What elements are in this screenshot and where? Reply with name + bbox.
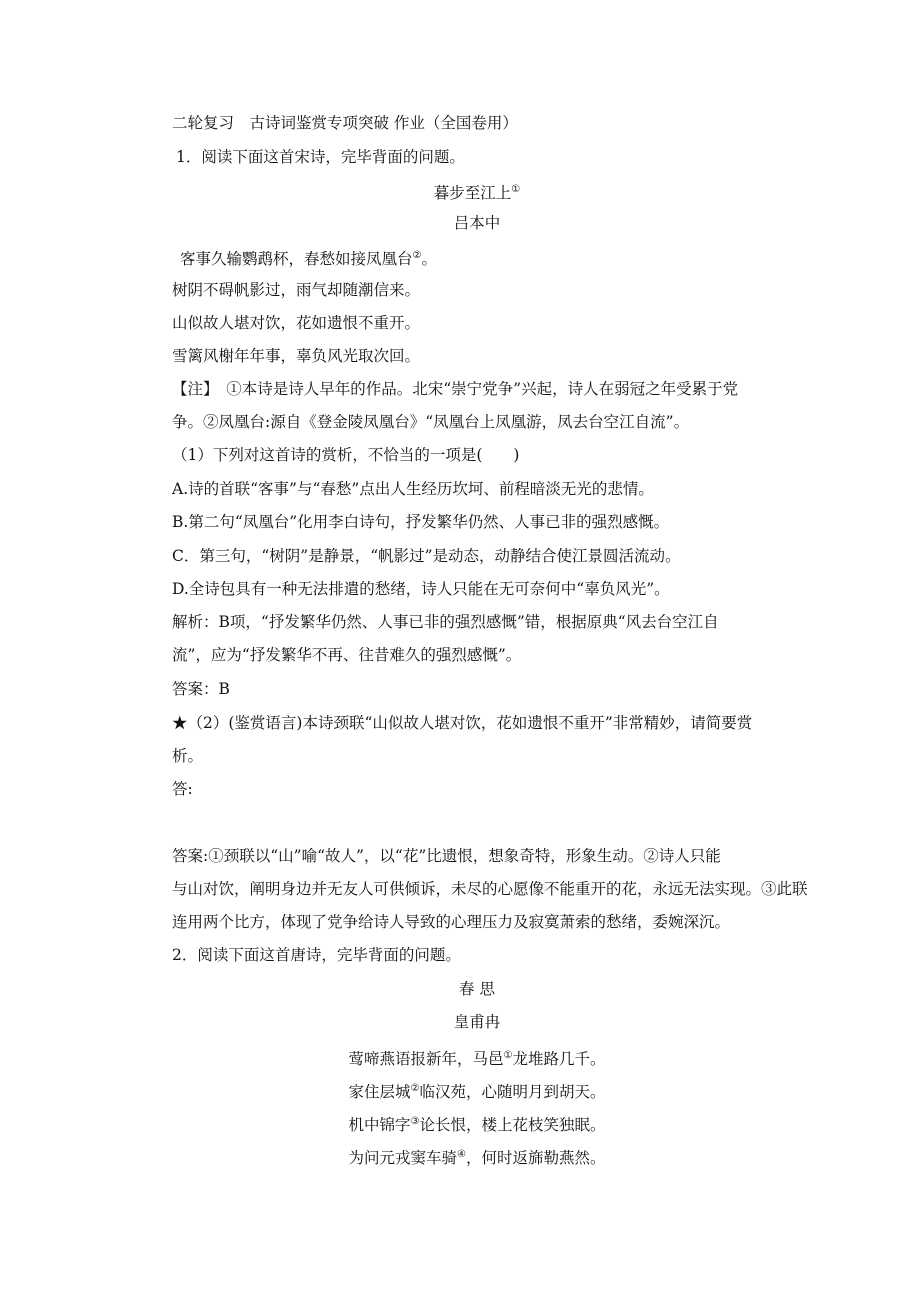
poem-1-line: 山似故人堪对饮，花如遗恨不重开。 bbox=[172, 314, 421, 332]
footnote-marker: ② bbox=[412, 250, 422, 261]
line-text: 家住层城 bbox=[348, 1083, 411, 1101]
option-d: D.全诗包具有一种无法排遣的愁绪，诗人只能在无可奈何中“辜负风光”。 bbox=[172, 580, 670, 598]
analysis-line: 解析：B项，“抒发繁华仍然、人事已非的强烈感慨”错，根据原典“风去台空江自 bbox=[172, 613, 719, 631]
question-1-intro: 1．阅读下面这首宋诗，完毕背面的问题。 bbox=[176, 148, 465, 166]
poem-2-title: 春 思 bbox=[459, 980, 495, 998]
answer-2-line: 答案:①颈联以“山”喻“故人”，以“花”比遗恨，想象奇特，形象生动。②诗人只能 bbox=[172, 847, 721, 865]
poem-1-line bbox=[180, 246, 437, 269]
poem-1-title bbox=[172, 180, 782, 203]
poem-1-line: 雪篱风榭年年事，辜负风光取次回。 bbox=[172, 347, 421, 365]
footnote-marker: ① bbox=[503, 1050, 513, 1061]
option-a: A.诗的首联“客事”与“春愁”点出人生经历坎坷、前程暗淡无光的悲情。 bbox=[172, 480, 654, 498]
notes-line: 【注】 ①本诗是诗人早年的作品。北宋“崇宁党争”兴起，诗人在弱冠之年受累于党 bbox=[172, 380, 739, 398]
sub-question-1: （1）下列对这首诗的赏析，不恰当的一项是( ) bbox=[172, 446, 520, 464]
answer-1: 答案：B bbox=[172, 680, 230, 698]
line-text: 为问元戎窦车骑 bbox=[348, 1149, 458, 1167]
sub-question-2: 析。 bbox=[172, 747, 204, 765]
poem-2-author: 皇甫冉 bbox=[453, 1013, 501, 1031]
line-text: 论长恨，楼上花枝笑独眠。 bbox=[419, 1116, 606, 1134]
footnote-marker: ① bbox=[511, 184, 521, 195]
poem-2-line bbox=[172, 1079, 782, 1102]
poem-title-text: 暮步至江上 bbox=[433, 184, 512, 202]
notes-line: 争。②凤凰台:源自《登金陵凤凰台》“凤凰台上凤凰游，凤去台空江自流”。 bbox=[172, 413, 690, 431]
poem-1-line: 树阴不碍帆影过，雨气却随潮信来。 bbox=[172, 281, 421, 299]
line-text: 机中锦字 bbox=[348, 1116, 411, 1134]
footnote-marker: ④ bbox=[457, 1149, 466, 1160]
reply-label: 答: bbox=[172, 780, 193, 798]
document-header: 二轮复习 古诗词鉴赏专项突破 作业（全国卷用） bbox=[172, 114, 518, 132]
line-text: 临汉苑，心随明月到胡天。 bbox=[419, 1083, 606, 1101]
option-b: B.第二句“凤凰台”化用李白诗句，抒发繁华仍然、人事已非的强烈感慨。 bbox=[172, 513, 670, 531]
line-end: 。 bbox=[421, 250, 437, 268]
analysis-line: 流”，应为“抒发繁华不再、往昔难久的强烈感慨”。 bbox=[172, 646, 522, 664]
poem-2-line bbox=[172, 1145, 782, 1168]
option-c: C．第三句，“树阴”是静景，“帆影过”是动态，动静结合使江景圆活流动。 bbox=[172, 547, 681, 565]
line-text: 莺啼燕语报新年，马邑 bbox=[348, 1050, 504, 1068]
footnote-marker: ③ bbox=[410, 1116, 420, 1127]
answer-2-line: 连用两个比方，体现了党争给诗人导致的心理压力及寂寞萧索的愁绪，委婉深沉。 bbox=[172, 913, 731, 931]
line-text: 客事久输鹦鹉杯，春愁如接凤凰台 bbox=[180, 250, 413, 268]
line-text: ，何时返旆勒燕然。 bbox=[465, 1149, 606, 1167]
sub-question-2: ★（2）(鉴赏语言)本诗颈联“山似故人堪对饮，花如遗恨不重开”非常精妙，请简要赏 bbox=[172, 714, 753, 732]
poem-2-line bbox=[172, 1112, 782, 1135]
question-2-intro: 2．阅读下面这首唐诗，完毕背面的问题。 bbox=[172, 946, 461, 964]
footnote-marker: ② bbox=[410, 1083, 420, 1094]
line-text: 龙堆路几千。 bbox=[512, 1050, 606, 1068]
answer-2-line: 与山对饮，阐明身边并无友人可供倾诉，未尽的心愿像不能重开的花，永远无法实现。③此联 bbox=[172, 880, 808, 898]
poem-1-author: 吕本中 bbox=[453, 214, 501, 232]
poem-2-line bbox=[172, 1046, 782, 1069]
